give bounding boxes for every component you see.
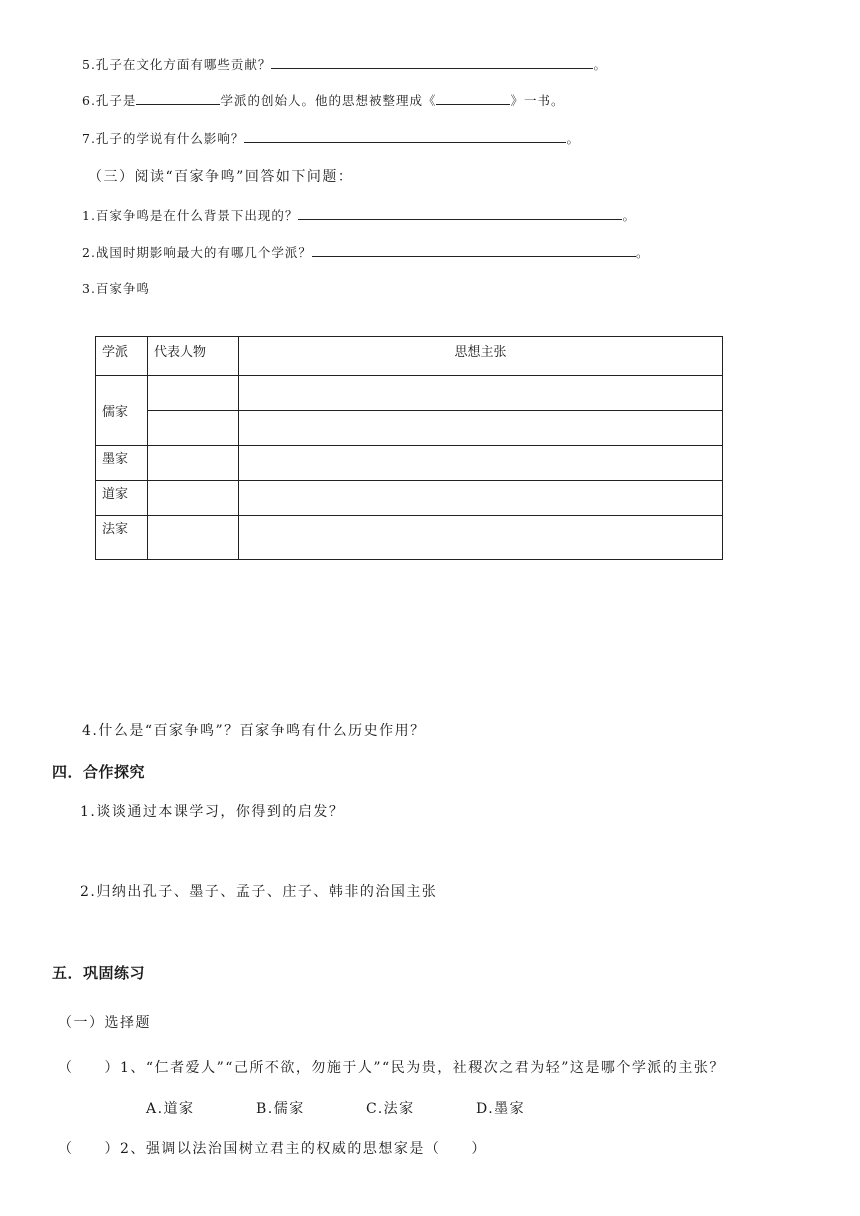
question-7 [82, 128, 580, 147]
cell-input[interactable] [148, 516, 239, 560]
cell-input[interactable] [239, 481, 723, 516]
mc-question-2 [58, 1138, 487, 1158]
section-3-heading: （三）阅读“百家争鸣”回答如下问题： [88, 169, 354, 185]
question-5-text: 5.孔子在文化方面有哪些贡献？ [82, 57, 272, 72]
mc-question-1-options [146, 1098, 586, 1118]
period: 。 [566, 131, 580, 146]
cell-input[interactable] [239, 376, 723, 411]
question-text: 2.战国时期影响最大的有哪几个学派？ [82, 245, 312, 260]
answer-paren[interactable]: （ ） [58, 1060, 120, 1076]
answer-paren[interactable]: （ ） [58, 1141, 120, 1157]
header-ideas: 思想主张 [239, 337, 723, 376]
section-3-question-2 [82, 242, 649, 261]
question-7-text: 7.孔子的学说有什么影响？ [82, 131, 245, 146]
header-school: 学派 [96, 337, 148, 376]
mc-question-2-text: 2、强调以法治国树立君主的权威的思想家是（ ） [120, 1141, 487, 1157]
answer-blank[interactable] [298, 205, 622, 220]
answer-blank[interactable] [436, 90, 510, 105]
section-3-question-4: 4.什么是“百家争鸣”？百家争鸣有什么历史作用？ [82, 723, 426, 739]
section-3-question-1 [82, 205, 636, 224]
question-text: 1.百家争鸣是在什么背景下出现的？ [82, 208, 299, 223]
school-confucianism: 儒家 [96, 376, 148, 446]
question-6-pre: 6.孔子是 [82, 93, 137, 108]
answer-blank[interactable] [136, 90, 220, 105]
section-5-subtitle: （一）选择题 [58, 1015, 151, 1031]
cell-input[interactable] [148, 446, 239, 481]
schools-table [95, 336, 723, 560]
school-taoism: 道家 [96, 481, 148, 516]
school-mohism: 墨家 [96, 446, 148, 481]
cell-input[interactable] [239, 446, 723, 481]
question-6 [82, 90, 564, 109]
period: 。 [635, 245, 650, 260]
cell-input[interactable] [239, 411, 723, 446]
answer-blank[interactable] [244, 128, 566, 143]
section-4-question-2: 2.归纳出孔子、墨子、孟子、庄子、韩非的治国主张 [80, 884, 438, 900]
section-4-question-1: 1.谈谈通过本课学习，你得到的启发？ [80, 804, 345, 820]
period: 。 [593, 57, 607, 72]
answer-blank[interactable] [312, 242, 636, 257]
option-b[interactable]: B.儒家 [256, 1101, 305, 1117]
period: 。 [622, 208, 636, 223]
option-a[interactable]: A.道家 [146, 1101, 195, 1117]
cell-input[interactable] [148, 411, 239, 446]
question-5 [82, 54, 607, 73]
school-legalism: 法家 [96, 516, 148, 560]
option-c[interactable]: C.法家 [366, 1101, 415, 1117]
answer-blank[interactable] [271, 54, 593, 69]
mc-question-1-text: 1、“仁者爱人”“己所不欲，勿施于人”“民为贵，社稷次之君为轻”这是哪个学派的主张？ [120, 1060, 725, 1076]
cell-input[interactable] [148, 481, 239, 516]
section-5-title: 五．巩固练习 [52, 964, 146, 982]
header-representative: 代表人物 [148, 337, 239, 376]
section-3-question-3: 3.百家争鸣 [82, 281, 150, 296]
cell-input[interactable] [148, 376, 239, 411]
mc-question-1 [58, 1057, 725, 1077]
cell-input[interactable] [239, 516, 723, 560]
question-6-mid: 学派的创始人。他的思想被整理成《 [220, 93, 437, 108]
section-4-title: 四．合作探究 [52, 763, 146, 781]
option-d[interactable]: D.墨家 [476, 1101, 526, 1117]
question-6-post: 》一书。 [510, 93, 565, 108]
